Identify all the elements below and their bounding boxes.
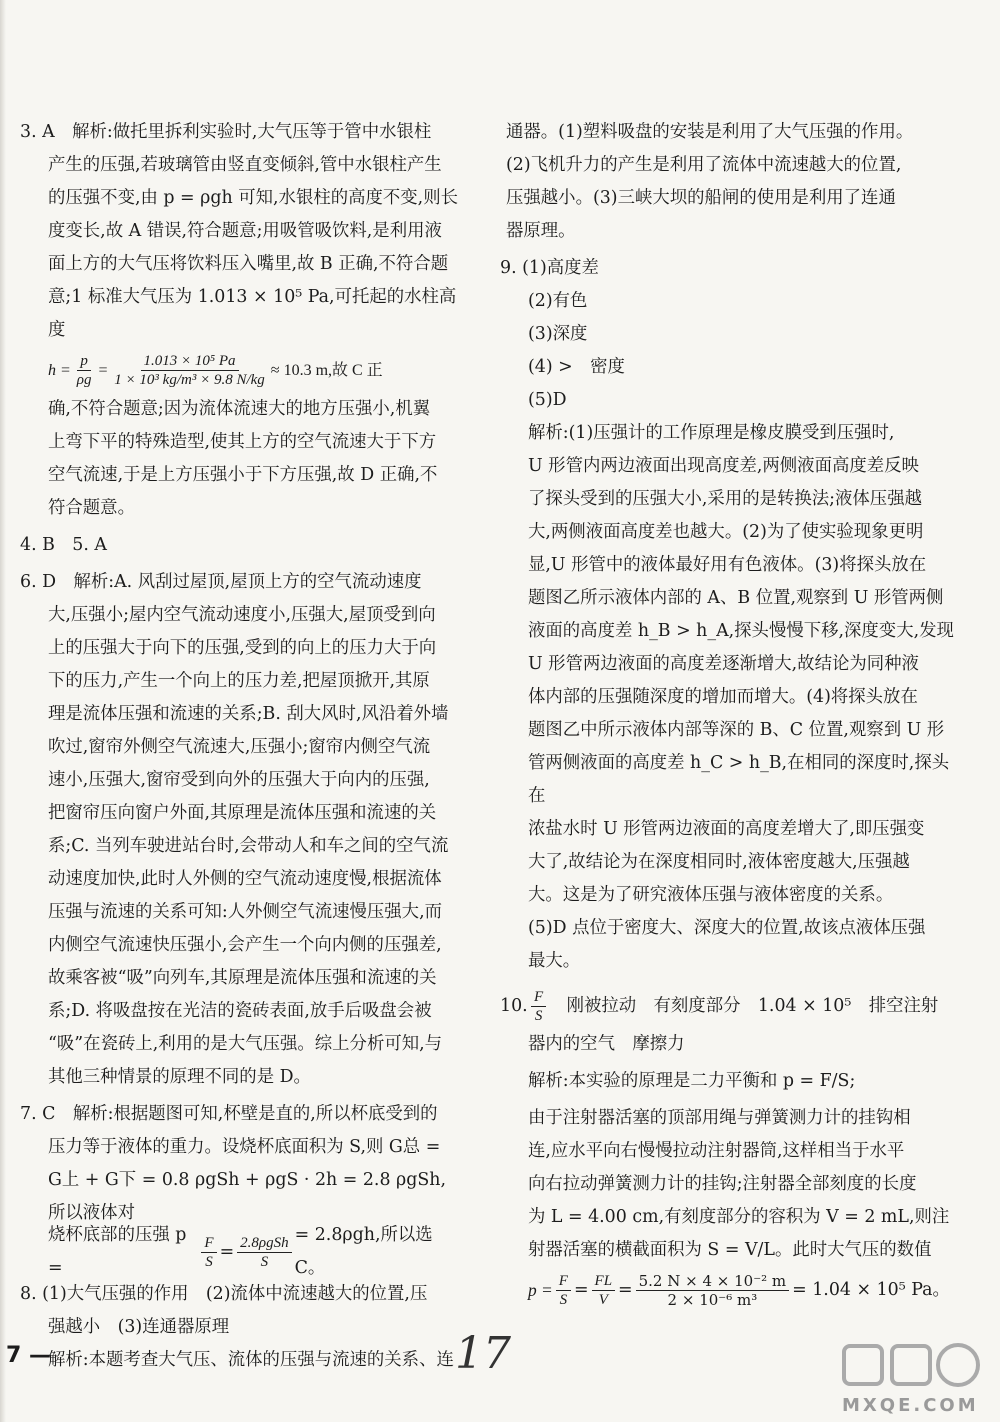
text-line: 理是流体压强和流速的关系;B. 刮大风时,风沿着外墙	[48, 704, 449, 724]
numerator: 5.2 N × 4 × 10⁻² m	[636, 1272, 790, 1291]
text-line: 压强与流速的关系可知:人外侧空气流速慢压强大,而	[48, 902, 442, 922]
watermark-text: MXQE.COM	[842, 1395, 979, 1416]
text-line: 体内部的压强随深度的增加而增大。(4)将探头放在	[528, 687, 918, 707]
formula-part: = 2.8ρgh,所以选 C。	[294, 1225, 433, 1278]
equals-sign: =	[618, 1279, 633, 1300]
denominator: V	[598, 1291, 608, 1308]
text-line: “吸”在瓷砖上,利用的是大气压强。综上分析可知,与	[48, 1034, 443, 1054]
answer-4-5: 4. B 5. A	[20, 535, 107, 555]
text-line: 题图乙所示液体内部的 A、B 位置,观察到 U 形管两侧	[528, 588, 944, 608]
text-line: (5)D	[528, 390, 567, 410]
text-line: 9. (1)高度差	[500, 258, 599, 278]
text-line: 6. D 解析:A. 风刮过屋顶,屋顶上方的空气流动速度	[20, 572, 422, 592]
answer-6	[20, 566, 460, 1094]
numerator: F	[531, 988, 546, 1007]
denominator: S	[260, 1253, 269, 1270]
text-line: 大,两侧液面高度差也越大。(2)为了使实验现象更明	[528, 522, 924, 542]
text-line: 解析:本实验的原理是二力平衡和 p = F/S;	[528, 1071, 856, 1091]
text-line: 把窗帘压向窗户外面,其原理是流体压强和流速的关	[48, 803, 437, 823]
text-line: 解析:(1)压强计的工作原理是橡皮膜受到压强时,	[528, 423, 895, 443]
formula-part: 烧杯底部的压强 p =	[48, 1225, 187, 1278]
text-line: 产生的压强,若玻璃管由竖直变倾斜,管中水银柱产生	[48, 155, 442, 175]
text-line: 上的压强大于向下的压强,受到的向上的压力大于向	[48, 638, 437, 658]
text-line: 上弯下平的特殊造型,使其上方的空气流速大于下方	[48, 432, 437, 452]
fraction	[201, 1234, 216, 1271]
text-line: 最大。	[528, 951, 581, 971]
text-line: 大。这是为了研究液体压强与液体密度的关系。	[528, 885, 894, 905]
text-line: 动速度加快,此时人外侧的空气流动速度慢,根据流体	[48, 869, 442, 889]
page-number: 7 —	[6, 1343, 51, 1368]
denominator: S	[205, 1253, 213, 1270]
text-line: G上 + G下 = 0.8 ρgSh + ρgS · 2h = 2.8 ρgSh,所以液体对	[48, 1170, 447, 1223]
text-line: 了探头受到的压强大小,采用的是转换法;液体压强越	[528, 489, 922, 509]
equals-sign: =	[573, 1279, 589, 1300]
numerator: FL	[592, 1272, 616, 1291]
text-line: 向右拉动弹簧测力计的挂钩;注射器全部刻度的长度	[528, 1174, 917, 1194]
text-line: 下的压力,产生一个向上的压力差,把屋顶掀开,其原	[48, 671, 430, 691]
text-line: U 形管内两边液面出现高度差,两侧液面高度差反映	[528, 456, 919, 476]
text-line: 浓盐水时 U 形管两边液面的高度差增大了,即压强变	[528, 819, 925, 839]
answer-10	[500, 984, 965, 1313]
text-line: (2)有色	[528, 291, 588, 311]
numerator: p	[77, 352, 91, 371]
denominator: 1 × 10³ kg/m³ × 9.8 N/kg	[114, 371, 265, 388]
text-line: 由于注射器活塞的顶部用绳与弹簧测力计的挂钩相	[528, 1108, 911, 1128]
denominator: ρg	[76, 371, 92, 388]
text-line: 显,U 形管中的液体最好用有色液体。(3)将探头放在	[528, 555, 927, 575]
numerator: 1.013 × 10⁵ Pa	[141, 352, 239, 371]
text-line: 器内的空气 摩擦力	[528, 1034, 685, 1054]
formula-pressure	[20, 1225, 460, 1278]
text-line: 符合题意。	[48, 498, 135, 518]
text-line: (3)深度	[528, 324, 588, 344]
formula-atmospheric-pressure	[500, 1267, 965, 1313]
handwritten-mark: 17	[455, 1328, 511, 1379]
formula-part: = 1.04 × 10⁵ Pa。	[792, 1279, 950, 1300]
formula-part: p =	[528, 1279, 553, 1300]
text-line: 题图乙中所示液体内部等深的 B、C 位置,观察到 U 形	[528, 720, 945, 740]
text-line: 确,不符合题意;因为流体流速大的地方压强小,机翼	[48, 399, 431, 419]
text-line: 意;1 标准大气压为 1.013 × 10⁵ Pa,可托起的水柱高度	[48, 287, 457, 340]
text-line: 内侧空气流速快压强小,会产生一个向内侧的压强差,	[48, 935, 442, 955]
text-line: 度变长,故 A 错误,符合题意;用吸管吸饮料,是利用液	[48, 221, 442, 241]
text-line: 为 L = 4.00 cm,有刻度部分的容积为 V = 2 mL,则注	[528, 1207, 950, 1227]
text-line: 故乘客被“吸”向列车,其原理是流体压强和流速的关	[48, 968, 437, 988]
answer-8	[20, 1278, 460, 1377]
text-line: (2)飞机升力的产生是利用了流体中流速越大的位置,	[506, 155, 902, 175]
fraction	[237, 1234, 291, 1271]
formula-part: =	[97, 361, 109, 379]
numerator: F	[556, 1272, 571, 1291]
text-line: 系;C. 当列车驶进站台时,会带动人和车之间的空气流	[48, 836, 449, 856]
answer-8-continued	[500, 116, 965, 248]
denominator: 2 × 10⁻⁶ m³	[667, 1290, 758, 1309]
text-line: 强越小 (3)连通器原理	[48, 1317, 230, 1337]
text-line: (5)D 点位于密度大、深度大的位置,故该点液体压强	[528, 918, 926, 938]
text-line: 通器。(1)塑料吸盘的安装是利用了大气压强的作用。	[506, 122, 914, 142]
text-line: 大,压强小;屋内空气流动速度小,压强大,屋顶受到向	[48, 605, 436, 625]
fraction	[556, 1272, 571, 1309]
answer-9	[500, 252, 965, 978]
right-column	[500, 116, 965, 1313]
text-line: 8. (1)大气压强的作用 (2)流体中流速越大的位置,压	[20, 1284, 428, 1304]
fraction	[111, 352, 267, 389]
fraction	[636, 1272, 790, 1309]
answer-7	[20, 1098, 460, 1278]
numerator: 2.8ρgSh	[237, 1234, 291, 1253]
text-line: 3. A 解析:做托里拆利实验时,大气压等于管中水银柱	[20, 122, 432, 142]
text-line: 7. C 解析:根据题图可知,杯壁是直的,所以杯底受到的	[20, 1104, 438, 1124]
text-line: 压力等于液体的重力。设烧杯底面积为 S,则 G总 =	[48, 1137, 441, 1157]
text-line: 连,应水平向右慢慢拉动注射器筒,这样相当于水平	[528, 1141, 905, 1161]
formula-part: ≈ 10.3 m,故 C 正	[270, 361, 383, 379]
formula-water-height	[20, 347, 460, 393]
text-line: 系;D. 将吸盘按在光洁的瓷砖表面,放手后吸盘会被	[48, 1001, 432, 1021]
text-line: 压强越小。(3)三峡大坝的船闸的使用是利用了连通	[506, 188, 896, 208]
text-line: 面上方的大气压将饮料压入嘴里,故 B 正确,不符合题	[48, 254, 449, 274]
text-line: 解析:本题考查大气压、流体的压强与流速的关系、连	[48, 1350, 454, 1370]
text-line: (4) > 密度	[528, 357, 625, 377]
numerator: F	[201, 1234, 216, 1253]
question-number: 10.	[500, 995, 528, 1016]
text-line: 的压强不变,由 p = ρgh 可知,水银柱的高度不变,则长	[48, 188, 458, 208]
left-column	[20, 116, 460, 1377]
scan-edge-shadow	[0, 0, 6, 1422]
text-line: U 形管两边液面的高度差逐渐增大,故结论为同种液	[528, 654, 919, 674]
text-line: 大了,故结论为在深度相同时,液体密度越大,压强越	[528, 852, 910, 872]
text-line: 速小,压强大,窗帘受到向外的压强大于向内的压强,	[48, 770, 430, 790]
answer-3	[20, 116, 460, 525]
text-line: 吹过,窗帘外侧空气流速大,压强小;窗帘内侧空气流	[48, 737, 431, 757]
text-line: 液面的高度差 h_B > h_A,探头慢慢下移,深度变大,发现	[528, 621, 954, 641]
denominator: S	[534, 1007, 543, 1024]
text-line: 器原理。	[506, 221, 576, 241]
formula-part: h =	[48, 361, 71, 379]
answer-text: 刚被拉动 有刻度部分 1.04 × 10⁵ 排空注射	[549, 995, 939, 1016]
denominator: S	[559, 1291, 568, 1308]
fraction	[74, 352, 95, 389]
fraction	[592, 1272, 616, 1309]
text-line: 管两侧液面的高度差 h_C > h_B,在相同的深度时,探头在	[528, 753, 950, 806]
text-line: 空气流速,于是上方压强小于下方压强,故 D 正确,不	[48, 465, 438, 485]
text-line: 射器活塞的横截面积为 S = V/L。此时大气压的数值	[528, 1240, 932, 1260]
text-line: 其他三种情景的原理不同的是 D。	[48, 1067, 311, 1087]
formula-part: =	[219, 1241, 235, 1262]
fraction	[531, 988, 546, 1025]
answer-10-head	[500, 984, 965, 1028]
